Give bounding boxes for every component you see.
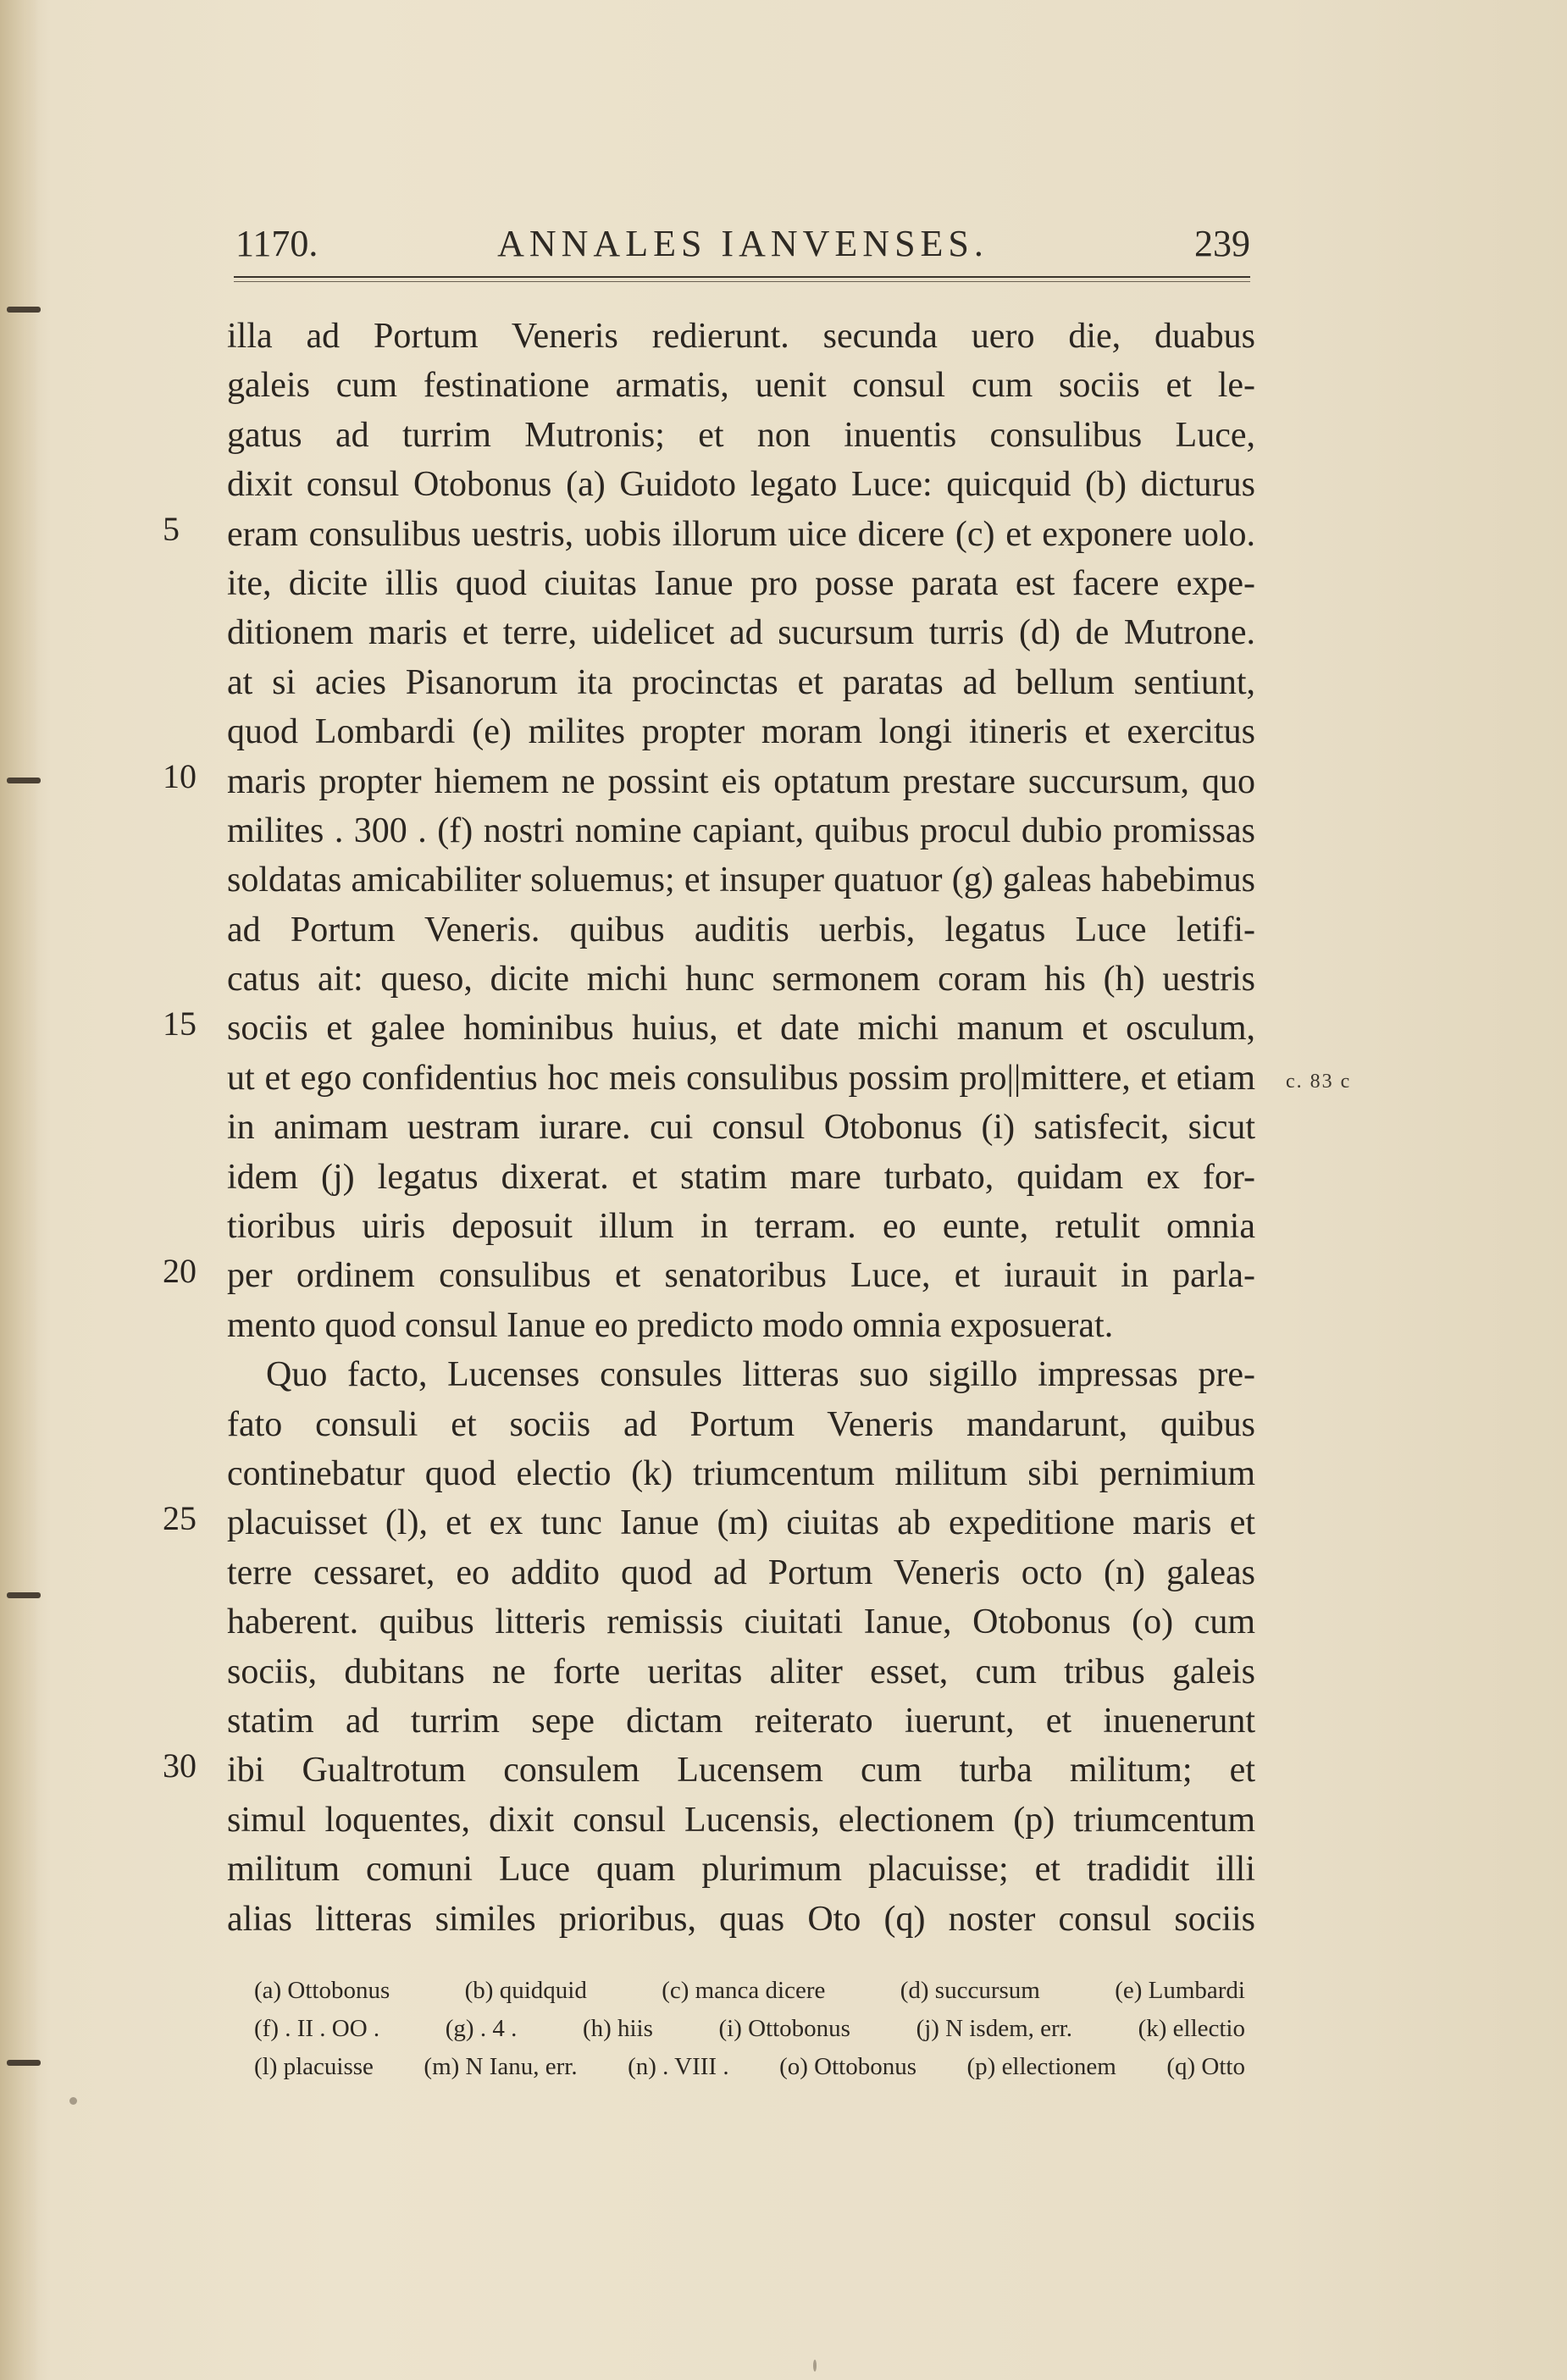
text-line: sociis, dubitans ne forte ueritas aliter esset, cum tribus galeis xyxy=(227,1652,1255,1691)
footnote: (o) Ottobonus xyxy=(779,2053,916,2080)
text-line: militum comuni Luce quam plurimum placuisse; et tradidit illi xyxy=(227,1850,1255,1890)
footnote-row xyxy=(254,1972,1245,2010)
text-line: simul loquentes, dixit consul Lucensis, electionem (p) triumcentum xyxy=(227,1800,1255,1840)
footnote: (n) . VIII . xyxy=(628,2053,729,2080)
footnote-row xyxy=(254,2010,1245,2048)
text-line: ite, dicite illis quod ciuitas Ianue pro posse parata est facere expe- xyxy=(227,563,1255,603)
footnote: (p) ellectionem xyxy=(966,2053,1116,2080)
text-line: ibi Gualtrotum consulem Lucensem cum turba militum; et xyxy=(227,1751,1255,1791)
text-line: catus ait: queso, dicite michi hunc sermonem coram his (h) uestris xyxy=(227,960,1255,999)
text-line: mento quod consul Ianue eo predicto modo omnia exposuerat. xyxy=(227,1305,1114,1345)
text-line: alias litteras similes prioribus, quas Oto (q) noster consul sociis xyxy=(227,1899,1255,1939)
text-line: statim ad turrim sepe dictam reiterato iuerunt, et inuenerunt xyxy=(227,1701,1255,1741)
text-line: gatus ad turrim Mutronis; et non inuentis consulibus Luce, xyxy=(227,415,1255,455)
header-year: 1170. xyxy=(235,223,318,264)
footnote: (a) Ottobonus xyxy=(254,1977,390,2004)
header-rule xyxy=(234,276,1250,278)
binding-thread xyxy=(7,2060,41,2066)
header-rule xyxy=(234,281,1250,282)
footnote: (b) quidquid xyxy=(464,1977,587,2004)
footnote: (j) N isdem, err. xyxy=(916,2015,1072,2042)
binding-thread xyxy=(7,778,41,783)
footnotes xyxy=(254,1972,1245,2086)
text-line: Quo facto, Lucenses consules litteras suo sigillo impressas pre- xyxy=(266,1355,1255,1395)
line-number: 30 xyxy=(163,1746,197,1785)
text-line: ad Portum Veneris. quibus auditis uerbis, legatus Luce letifi- xyxy=(227,910,1255,949)
text-line: quod Lombardi (e) milites propter moram longi itineris et exercitus xyxy=(227,712,1255,752)
text-line: placuisset (l), et ex tunc Ianue (m) ciuitas ab expeditione maris et xyxy=(227,1503,1255,1543)
text-line: soldatas amicabiliter soluemus; et insuper quatuor (g) galeas habebimus xyxy=(227,861,1255,900)
text-line: in animam uestram iurare. cui consul Otobonus (i) satisfecit, sicut xyxy=(227,1108,1255,1148)
binding-thread xyxy=(7,307,41,313)
footnote-row xyxy=(254,2048,1245,2086)
text-line: fato consuli et sociis ad Portum Veneris mandarunt, quibus xyxy=(227,1404,1255,1444)
text-line: ut et ego confidentius hoc meis consulibus possim pro||mittere, et etiam xyxy=(227,1058,1255,1098)
footnote: (e) Lumbardi xyxy=(1115,1977,1245,2004)
text-line: haberent. quibus litteris remissis ciuitati Ianue, Otobonus (o) cum xyxy=(227,1602,1255,1642)
line-number: 5 xyxy=(163,510,180,548)
binding-edge xyxy=(0,0,39,2380)
text-line: maris propter hiemem ne possint eis optatum prestare succursum, quo xyxy=(227,761,1255,801)
footnote: (k) ellectio xyxy=(1138,2015,1245,2042)
margin-reference: c. 83 c xyxy=(1286,1071,1352,1093)
text-line: ditionem maris et terre, uidelicet ad sucursum turris (d) de Mutrone. xyxy=(227,613,1255,653)
footnote: (h) hiis xyxy=(582,2015,653,2042)
line-number: 15 xyxy=(163,1005,197,1043)
footnote: (m) N Ianu, err. xyxy=(424,2053,578,2080)
footnote: (g) . 4 . xyxy=(445,2015,518,2042)
text-line: illa ad Portum Veneris redierunt. secunda uero die, duabus xyxy=(227,317,1255,356)
footnote: (c) manca dicere xyxy=(662,1977,826,2004)
paper-speck xyxy=(813,2360,817,2372)
footnote: (f) . II . OO . xyxy=(254,2015,380,2042)
footnote: (d) succursum xyxy=(900,1977,1040,2004)
text-line: milites . 300 . (f) nostri nomine capiant, quibus procul dubio promissas xyxy=(227,811,1255,850)
main-text xyxy=(227,312,1255,1944)
text-line: sociis et galee hominibus huius, et date michi manum et osculum, xyxy=(227,1009,1255,1049)
footnote: (i) Ottobonus xyxy=(718,2015,850,2042)
running-header xyxy=(235,222,1250,281)
text-line: dixit consul Otobonus (a) Guidoto legato Luce: quicquid (b) dicturus xyxy=(227,465,1255,505)
page-number: 239 xyxy=(1194,223,1250,264)
paper-speck xyxy=(69,2097,77,2105)
text-line: continebatur quod electio (k) triumcentum militum sibi pernimium xyxy=(227,1453,1255,1493)
text-line: eram consulibus uestris, uobis illorum uice dicere (c) et exponere uolo. xyxy=(227,514,1255,554)
text-line: galeis cum festinatione armatis, uenit consul cum sociis et le- xyxy=(227,366,1255,406)
header-title: ANNALES IANVENSES. xyxy=(497,223,988,264)
line-number: 10 xyxy=(163,757,197,795)
text-line: terre cessaret, eo addito quod ad Portum Veneris octo (n) galeas xyxy=(227,1553,1255,1592)
binding-thread xyxy=(7,1592,41,1598)
line-number: 20 xyxy=(163,1252,197,1290)
text-line: at si acies Pisanorum ita procinctas et paratas ad bellum sentiunt, xyxy=(227,662,1255,702)
line-number: 25 xyxy=(163,1499,197,1537)
text-line: per ordinem consulibus et senatoribus Luce, et iurauit in parla- xyxy=(227,1256,1255,1296)
footnote: (q) Otto xyxy=(1166,2053,1245,2080)
text-line: tioribus uiris deposuit illum in terram. eo eunte, retulit omnia xyxy=(227,1207,1255,1247)
footnote: (l) placuisse xyxy=(254,2053,374,2080)
text-line: idem (j) legatus dixerat. et statim mare turbato, quidam ex for- xyxy=(227,1157,1255,1197)
